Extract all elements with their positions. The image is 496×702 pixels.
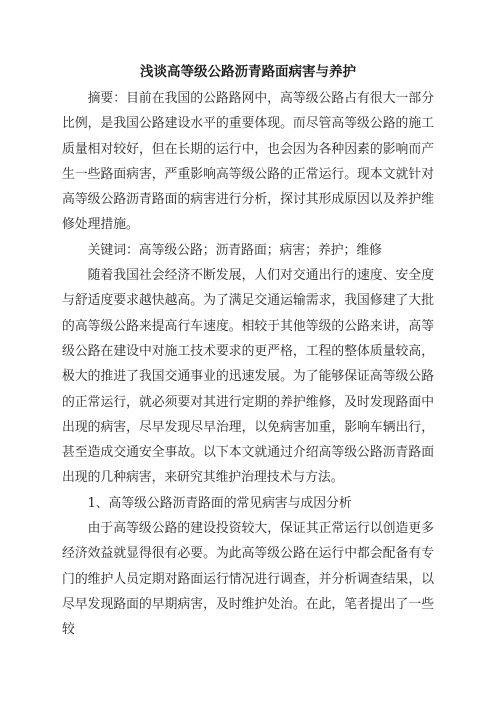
abstract-paragraph: 摘要：目前在我国的公路路网中，高等级公路占有很大一部分比例，是我国公路建设水平的重要体现。而尽管高等级公路的施工质量相对较好，但在长期的运行中，也会因为各种因素的影响而产生一些路面病害，严重影响高等级公路的正常运行。现本文就针对高等级公路沥青路面的病害进行分析，探讨其形成原因以及养护维修处理措施。 [62,91,434,233]
document-body [62,86,434,643]
section-paragraph: 由于高等级公路的建设投资较大，保证其正常运行以创造更多经济效益就显得很有必要。为此高等级公路在运行中都会配备有专门的维护人员定期对路面运行情况进行调查，并分析调查结果，以尽早发现路面的早期病害，及时维护处治。在此，笔者提出了一些较 [62,521,434,638]
keywords-paragraph: 关键词：高等级公路；沥青路面；病害；养护；维修 [87,242,382,258]
document-title: 浅谈高等级公路沥青路面病害与养护 [140,64,356,80]
section-heading: 1、高等级公路沥青路面的常见病害与成因分析 [87,495,352,511]
intro-paragraph: 随着我国社会经济不断发展，人们对交通出行的速度、安全度与舒适度要求越快越高。为了满足交通运输需求，我国修建了大批的高等级公路来提高行车速度。相较于其他等级的公路来讲，高等级公路在建设中对施工技术要求的更严格，工程的整体质量较高，极大的推进了我国交通事业的迅速发展。为了能够保证高等级公路的正常运行，就必须要对其进行定期的养护维修，及时发现路面中出现的病害，尽早发现尽早治理，以免病害加重，影响车辆出行，甚至造成交通安全事故。以下本文就通过介绍高等级公路沥青路面出现的几种病害，来研究其维护治理技术与方法。 [62,268,434,486]
